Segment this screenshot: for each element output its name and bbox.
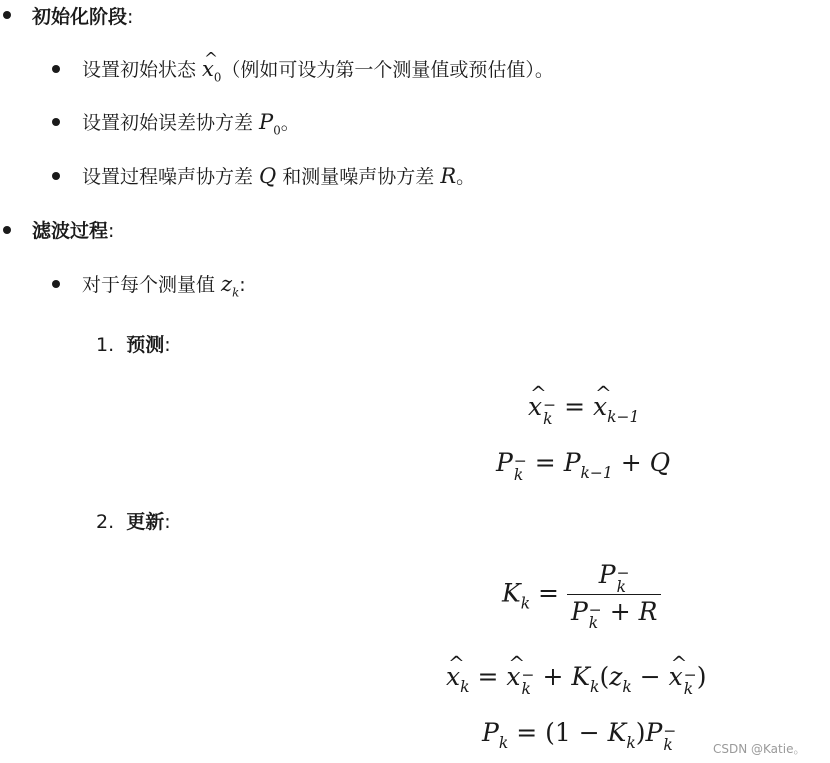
equation-kalman-gain: $K_k$ = P − k P − k + R: [502, 560, 661, 630]
equation-predict-state: ^ x − k = ^ $x_{k-1}$: [528, 392, 639, 426]
bullet: [52, 280, 60, 288]
step-heading-predict: 1. 预测:: [96, 334, 171, 356]
list-item: 设置过程噪声协方差 Q 和测量噪声协方差 R。: [82, 164, 476, 188]
bullet: [52, 65, 60, 73]
section-title: 滤波过程: [32, 220, 109, 242]
list-item: 设置初始误差协方差 $P_0$。: [82, 110, 300, 138]
section-heading-filter: 滤波过程:: [32, 220, 115, 242]
equation-update-state: ^ $x_k$ = ^ x − k + $K_k(z_k$ − ^ x − k ): [446, 662, 707, 696]
equation-predict-covariance: P − k = $P_{k-1} + Q$: [496, 448, 671, 484]
bullet: [3, 11, 11, 19]
bullet: [3, 226, 11, 234]
math-z: z: [221, 272, 233, 296]
watermark: CSDN @Katie。: [713, 742, 806, 756]
step-heading-update: 2. 更新:: [96, 511, 171, 533]
section-title: 初始化阶段: [32, 6, 128, 28]
list-item: 设置初始状态 ^ $x_0$（例如可设为第一个测量值或预估值）。: [82, 55, 554, 84]
equation-update-covariance: $P_k = (1 - K_k)P$ − k: [482, 718, 677, 754]
math-x-hat: ^ x: [202, 57, 214, 81]
math-P: P: [259, 110, 274, 134]
bullet: [52, 118, 60, 126]
math-R: R: [440, 164, 457, 188]
section-heading-init: 初始化阶段:: [32, 6, 134, 28]
math-Q: Q: [259, 164, 277, 188]
list-item: 对于每个测量值 $z_k$:: [82, 272, 246, 300]
bullet: [52, 172, 60, 180]
fraction: P − k P − k + R: [567, 560, 662, 630]
